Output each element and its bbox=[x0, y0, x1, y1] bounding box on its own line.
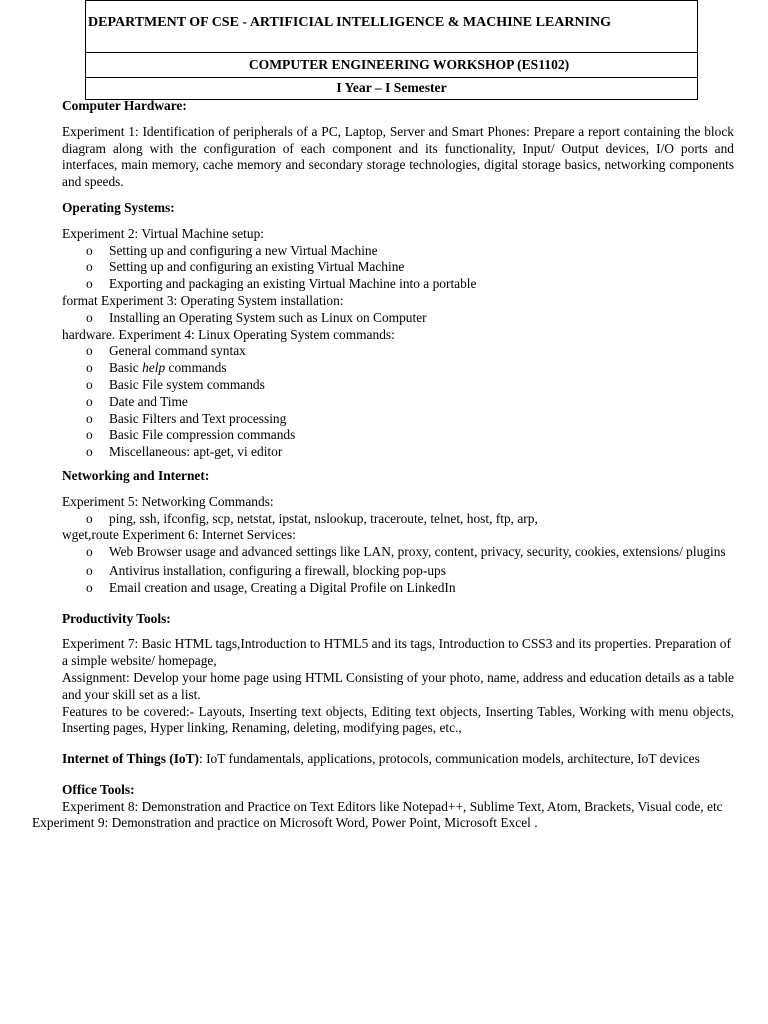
list-item: o Antivirus installation, configuring a firewall, blocking pop-ups bbox=[86, 562, 446, 578]
bullet-icon: o bbox=[86, 579, 93, 595]
list-item: o Exporting and packaging an existing Virtual Machine into a portable bbox=[86, 276, 477, 292]
course-title: COMPUTER ENGINEERING WORKSHOP (ES1102) bbox=[86, 52, 697, 77]
list-item: o Basic File compression commands bbox=[86, 427, 296, 443]
list-item: o Web Browser usage and advanced settings like LAN, proxy, content, privacy, security, cookies, extensions/ plugins bbox=[86, 544, 726, 560]
experiment-6: wget,route Experiment 6: Internet Services: bbox=[62, 527, 296, 543]
bullet-icon: o bbox=[86, 510, 93, 526]
experiment-7: Experiment 7: Basic HTML tags,Introduction to HTML5 and its tags, Introduction to CSS3 and its properties. Preparation of a simple website/ homepage, bbox=[62, 636, 731, 669]
section-heading-hardware: Computer Hardware: bbox=[62, 98, 187, 113]
year-semester: I Year – I Semester bbox=[86, 77, 697, 99]
experiment-4: hardware. Experiment 4: Linux Operating System commands: bbox=[62, 326, 395, 342]
bullet-icon: o bbox=[86, 343, 93, 359]
section-heading-iot: Internet of Things (IoT) bbox=[62, 751, 200, 767]
list-item: o Miscellaneous: apt-get, vi editor bbox=[86, 444, 283, 460]
section-heading-productivity: Productivity Tools: bbox=[62, 610, 171, 626]
section-heading-networking: Networking and Internet: bbox=[62, 467, 210, 483]
list-item: o General command syntax bbox=[86, 343, 246, 359]
bullet-icon: o bbox=[86, 276, 93, 292]
list-item: o Basic Filters and Text processing bbox=[86, 410, 287, 426]
bullet-icon: o bbox=[86, 242, 93, 258]
experiment-6-list bbox=[62, 544, 734, 596]
list-item: o Setting up and configuring an existing Virtual Machine bbox=[86, 259, 405, 275]
help-emphasis: help bbox=[142, 360, 166, 376]
list-item: o Setting up and configuring a new Virtual Machine bbox=[86, 242, 378, 258]
list-item: o ping, ssh, ifconfig, scp, netstat, ipstat, nslookup, traceroute, telnet, host, ftp, arp, bbox=[86, 510, 538, 526]
experiment-3-list bbox=[62, 310, 734, 327]
department-title: DEPARTMENT OF CSE - ARTIFICIAL INTELLIGENCE & MACHINE LEARNING bbox=[88, 15, 612, 30]
list-item: o Date and Time bbox=[86, 393, 188, 409]
list-item: o Basic File system commands bbox=[86, 376, 265, 392]
iot-paragraph: Internet of Things (IoT): IoT fundamentals, applications, protocols, communication models, architecture, IoT devices bbox=[62, 751, 700, 767]
list-item: o Email creation and usage, Creating a Digital Profile on LinkedIn bbox=[86, 579, 456, 595]
experiment-8: Experiment 8: Demonstration and Practice on Text Editors like Notepad++, Sublime Text, Atom, Brackets, Visual code, etc bbox=[62, 798, 723, 814]
section-heading-office: Office Tools: bbox=[62, 781, 135, 797]
experiment-4-list bbox=[62, 343, 734, 461]
experiment-3: format Experiment 3: Operating System installation: bbox=[62, 292, 344, 308]
experiment-5-list bbox=[62, 511, 734, 528]
bullet-icon: o bbox=[86, 393, 93, 409]
bullet-icon: o bbox=[86, 562, 93, 578]
experiment-1: Experiment 1: Identification of peripherals of a PC, Laptop, Server and Smart Phones: Prepare a report containing the block diagram along with the configuration of each component and its functionality, Input/ Output devices, I/O ports and interfaces, main memory, cache memory and secondary storage technologies, digital storage basics, networking components and speeds. bbox=[62, 123, 734, 190]
list-item: o Installing an Operating System such as Linux on Computer bbox=[86, 309, 427, 325]
section-heading-os: Operating Systems: bbox=[62, 199, 175, 215]
experiment-9: Experiment 9: Demonstration and practice on Microsoft Word, Power Point, Microsoft Excel . bbox=[32, 815, 538, 831]
experiment-2: Experiment 2: Virtual Machine setup: bbox=[62, 225, 264, 241]
bullet-icon: o bbox=[86, 444, 93, 460]
experiment-2-list bbox=[62, 243, 734, 293]
bullet-icon: o bbox=[86, 410, 93, 426]
experiment-5: Experiment 5: Networking Commands: bbox=[62, 493, 274, 509]
header-table bbox=[85, 0, 698, 100]
features: Features to be covered:- Layouts, Inserting text objects, Editing text objects, Inserting Tables, Working with menu objects, Inserting pages, Hyper linking, Renaming, deleting, modifying pages, etc., bbox=[62, 703, 734, 736]
bullet-icon: o bbox=[86, 360, 93, 376]
bullet-icon: o bbox=[86, 259, 93, 275]
bullet-icon: o bbox=[86, 309, 93, 325]
syllabus-content bbox=[32, 98, 734, 832]
assignment: Assignment: Develop your home page using HTML Consisting of your photo, name, address and education details as a table and your skill set as a list. bbox=[62, 669, 734, 702]
bullet-icon: o bbox=[86, 427, 93, 443]
bullet-icon: o bbox=[86, 544, 93, 560]
bullet-icon: o bbox=[86, 376, 93, 392]
list-item: o Basic help commands bbox=[86, 360, 227, 376]
